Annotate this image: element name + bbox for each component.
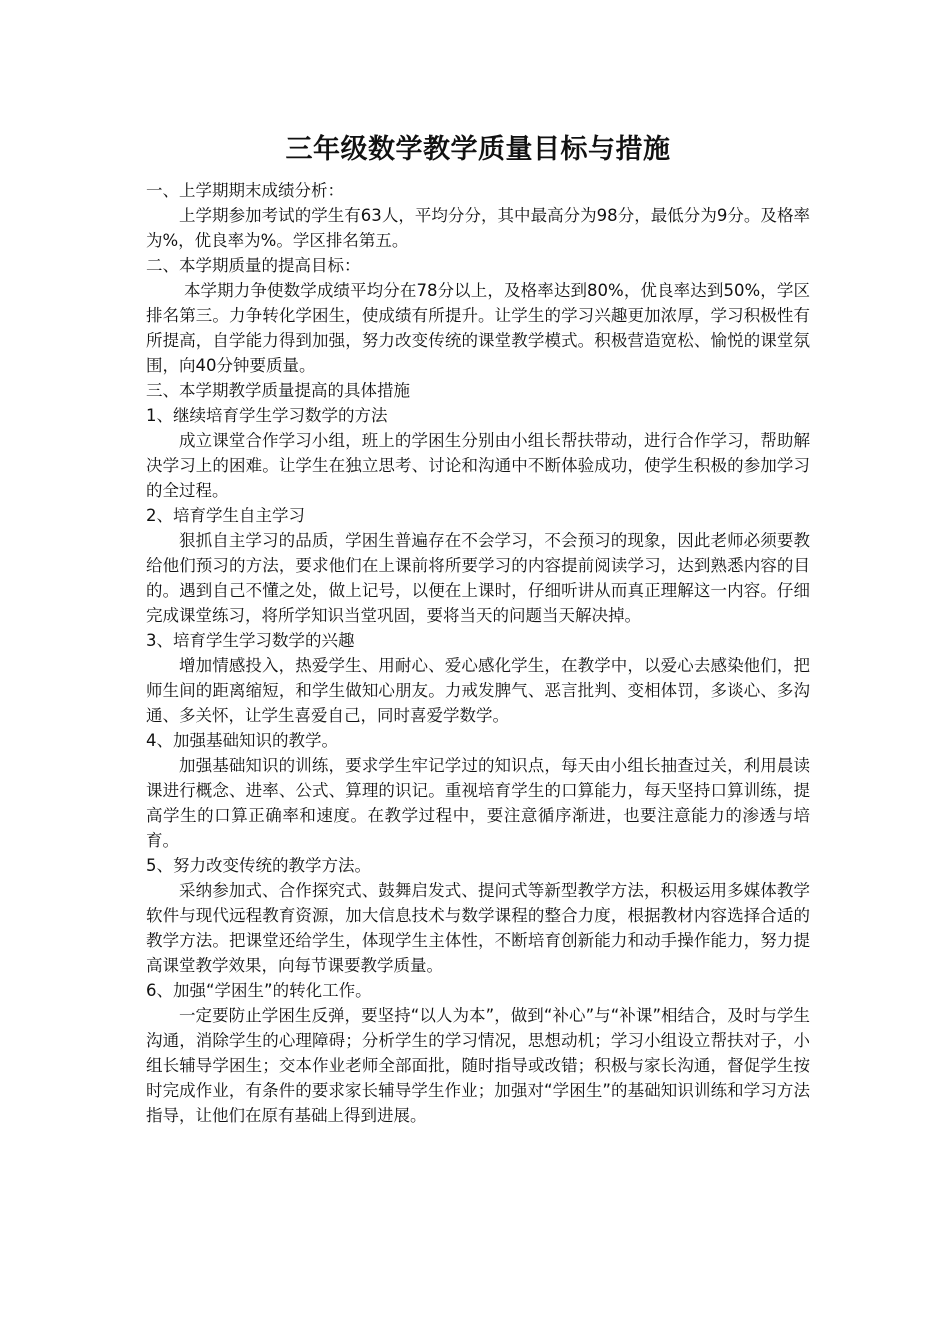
subheading-measure-1: 1、继续培育学生学习数学的方法 [146, 406, 388, 425]
section-heading-last-term-analysis: 一、上学期期末成绩分析： [146, 181, 344, 200]
section-heading-measures: 三、本学期教学质量提高的具体措施 [146, 381, 410, 400]
subheading-measure-4: 4、加强基础知识的教学。 [146, 731, 338, 750]
paragraph-measure-1: 成立课堂合作学习小组，班上的学困生分别由小组长帮扶带动，进行合作学习，帮助解决学习上的困难。让学生在独立思考、讨论和沟通中不断体验成功，使学生积极的参加学习的全过程。 [146, 431, 810, 500]
section-heading-quality-goals: 二、本学期质量的提高目标： [146, 256, 361, 275]
paragraph-measure-3: 增加情感投入，热爱学生、用耐心、爱心感化学生，在教学中，以爱心去感染他们，把师生间的距离缩短，和学生做知心朋友。力戒发脾气、恶言批判、变相体罚，多谈心、多沟通、多关怀，让学生喜爱自己，同时喜爱学数学。 [146, 656, 810, 725]
paragraph-measure-4: 加强基础知识的训练，要求学生牢记学过的知识点，每天由小组长抽查过关，利用晨读课进行概念、进率、公式、算理的识记。重视培育学生的口算能力，每天坚持口算训练，提高学生的口算正确率和速度。在教学过程中，要注意循序渐进，也要注意能力的渗透与培育。 [146, 756, 810, 850]
paragraph-quality-goals: 本学期力争使数学成绩平均分在78分以上，及格率达到80%，优良率达到50%，学区排名第三。力争转化学困生，使成绩有所提升。让学生的学习兴趣更加浓厚，学习积极性有所提高，自学能力得到加强，努力改变传统的课堂教学模式。积极营造宽松、愉悦的课堂氛围，向40分钟要质量。 [146, 281, 810, 375]
paragraph-measure-2: 狠抓自主学习的品质，学困生普遍存在不会学习，不会预习的现象，因此老师必须要教给他们预习的方法，要求他们在上课前将所要学习的内容提前阅读学习，达到熟悉内容的目的。遇到自己不懂之处，做上记号，以便在上课时，仔细听讲从而真正理解这一内容。仔细完成课堂练习，将所学知识当堂巩固，要将当天的问题当天解决掉。 [146, 531, 810, 625]
paragraph-last-term-results: 上学期参加考试的学生有63人，平均分分，其中最高分为98分，最低分为9分。及格率为%，优良率为%。学区排名第五。 [146, 206, 810, 250]
subheading-measure-3: 3、培育学生学习数学的兴趣 [146, 631, 355, 650]
paragraph-measure-6: 一定要防止学困生反弹，要坚持“以人为本”，做到“补心”与“补课”相结合，及时与学生沟通，消除学生的心理障碍；分析学生的学习情况，思想动机；学习小组设立帮扶对子，小组长辅导学困生；交本作业老师全部面批，随时指导或改错；积极与家长沟通，督促学生按时完成作业，有条件的要求家长辅导学生作业；加强对“学困生”的基础知识训练和学习方法指导，让他们在原有基础上得到进展。 [146, 1006, 810, 1125]
subheading-measure-2: 2、培育学生自主学习 [146, 506, 305, 525]
document-content [146, 128, 810, 1128]
subheading-measure-6: 6、加强“学困生”的转化工作。 [146, 981, 372, 1000]
document-title: 三年级数学教学质量目标与措施 [285, 134, 671, 165]
subheading-measure-5: 5、努力改变传统的教学方法。 [146, 856, 371, 875]
paragraph-measure-5: 采纳参加式、合作探究式、鼓舞启发式、提问式等新型教学方法，积极运用多媒体教学软件与现代远程教育资源，加大信息技术与数学课程的整合力度，根据教材内容选择合适的教学方法。把课堂还给学生，体现学生主体性，不断培育创新能力和动手操作能力，努力提高课堂教学效果，向每节课要教学质量。 [146, 881, 810, 975]
